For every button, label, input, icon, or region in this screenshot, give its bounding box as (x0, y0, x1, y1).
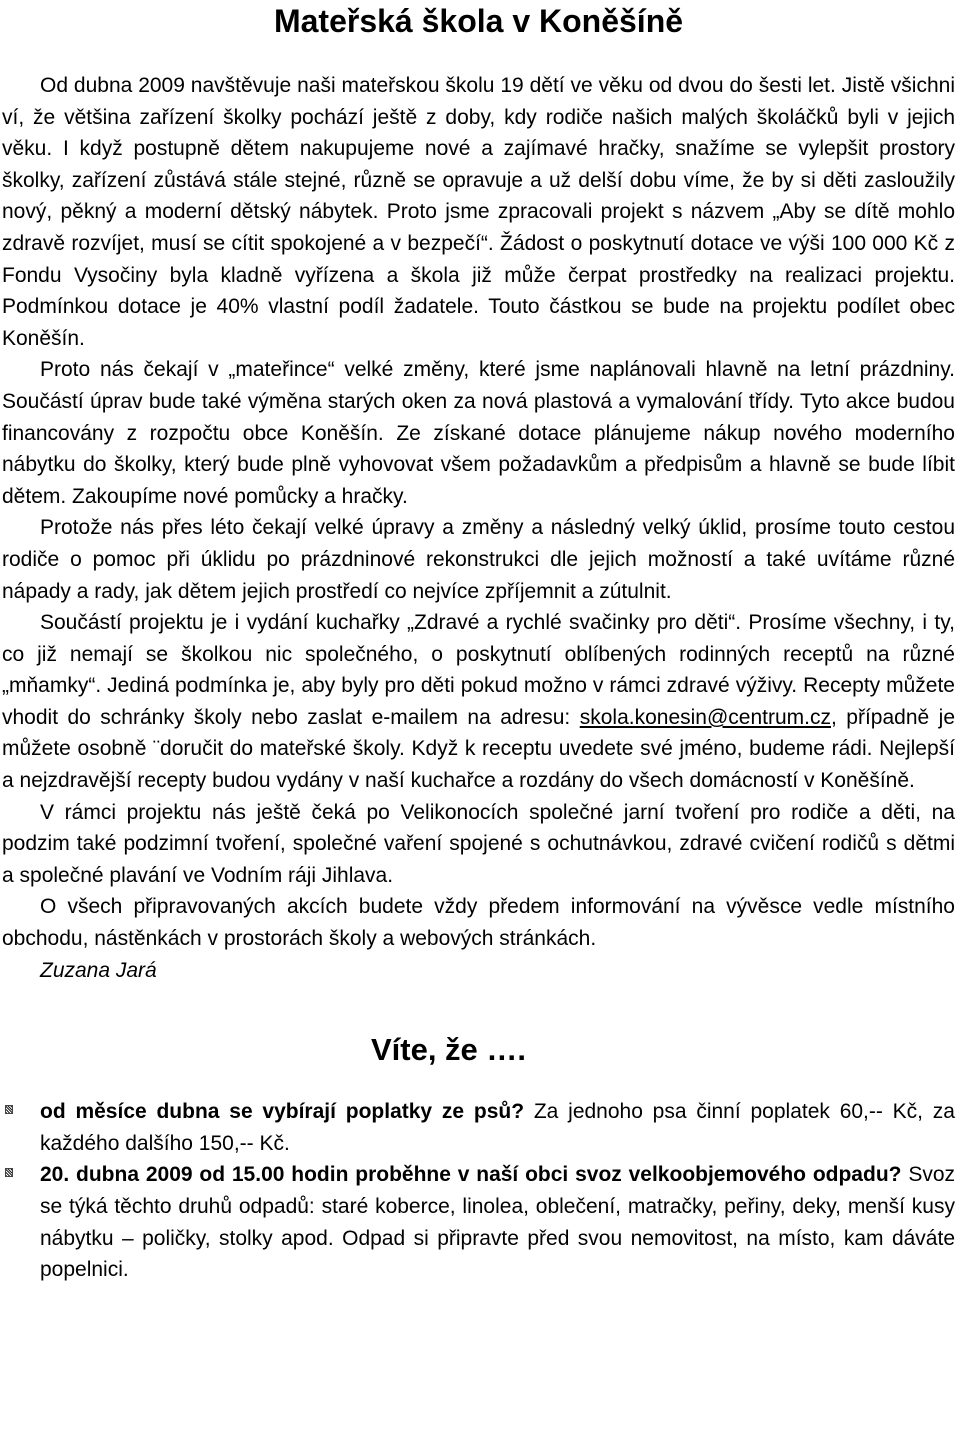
section-subtitle: Víte, že …. (370, 1032, 527, 1068)
bullet-icon (5, 1105, 13, 1114)
paragraph-text: Proto nás čekají v „mateřince“ velké změny, které jsme naplánovali hlavně na letní prázdniny. Součástí úprav bude také výměna starých oken za nová plastová a vymalování třídy. Tyto akce budou financovány z rozpočtu obce Koněšín. Ze získané dotace plánujeme nákup nového moderního nábytku do školky, který bude plně vyhovovat všem požadavkům a předpisům a hlavně se bude líbit dětem. Zakoupíme nové pomůcky a hračky. (2, 358, 955, 508)
paragraph-text: O všech připravovaných akcích budete vždy předem informování na vývěsce vedle místního obchodu, nástěnkách v prostorách školy a webových stránkách. (2, 895, 955, 951)
author-signature: Zuzana Jará (40, 958, 157, 982)
paragraph-3 (2, 512, 955, 607)
fact-answer: Za jednoho psa činní poplatek 60,-- Kč, za každého dalšího 150,-- Kč. (40, 1100, 955, 1155)
paragraph-4 (2, 607, 955, 797)
list-item (2, 1096, 955, 1159)
fact-answer: Svoz se týká těchto druhů odpadů: staré koberce, linolea, oblečení, matračky, peřiny, deky, menší kusy nábytku – poličky, stolky apod. Odpad si připravte před svou nemovitost, na místo, kam dáváte popelnici. (40, 1163, 956, 1282)
paragraph-1 (2, 70, 955, 354)
paragraph-text: Součástí projektu je i vydání kuchařky „Zdravé a rychlé svačinky pro děti“. Prosíme všechny, i ty, co již nemají se školkou nic společného, o poskytnutí oblíbených rodinných receptů na různé „mňamky“. Jediná podmínka je, aby byly pro děti pokud možno v rámci zdravé výživy. Recepty můžete vhodit do schránky školy nebo zaslat e-mailem na adresu: (2, 611, 955, 729)
bullet-icon (5, 1168, 13, 1177)
email-link[interactable]: skola.konesin@centrum.cz (579, 705, 831, 729)
fact-question: od měsíce dubna se vybírají poplatky ze psů? (40, 1100, 525, 1124)
paragraph-text: Od dubna 2009 navštěvuje naši mateřskou školu 19 dětí ve věku od dvou do šesti let. Jistě všichni ví, že většina zařízení školky pochází ještě z doby, kdy rodiče našich malých školáčků byli v jejich věku. I když postupně dětem nakupujeme nové a zajímavé hračky, snažíme se vylepšit prostory školky, zařízení zůstává stále stejné, různě se opravuje a už delší dobu víme, že by si děti zasloužily nový, pěkný a moderní dětský nábytek. Proto jsme zpracovali projekt s názvem „Aby se dítě mohlo zdravě rozvíjet, musí se cítit spokojené a v bezpečí“. Žádost o poskytnutí dotace ve výši 100 000 Kč z Fondu Vysočiny byla kladně vyřízena a škola již může čerpat prostředky na realizaci projektu. Podmínkou dotace je 40% vlastní podíl žadatele. Touto částkou se bude na projektu podílet obec Koněšín. (2, 74, 955, 350)
paragraph-2 (2, 354, 955, 512)
fact-question: 20. dubna 2009 od 15.00 hodin proběhne v naší obci svoz velkoobjemového odpadu? (40, 1163, 902, 1187)
paragraph-text: V rámci projektu nás ještě čeká po Velikonocích společné jarní tvoření pro rodiče a děti, na podzim také podzimní tvoření, společné vaření spojené s ochutnávkou, zdravé cvičení rodičů s dětmi a společné plavání ve Vodním ráji Jihlava. (2, 800, 955, 887)
facts-list (2, 1096, 955, 1286)
paragraph-text: Protože nás přes léto čekají velké úpravy a změny a následný velký úklid, prosíme touto cestou rodiče o pomoc při úklidu po prázdninové rekonstrukci dle jejich možností a také uvítáme různé nápady a rady, jak dětem jejich prostředí co nejvíce zpříjemnit a zútulnit. (2, 516, 955, 603)
paragraph-text: , případně je můžete osobně ¨doručit do mateřské školy. Když k receptu uvedete své jméno, budeme rádi. Nejlepší a nejzdravější recepty budou vydány v naší kuchařce a rozdány do všech domácností v Koněšíně. (2, 705, 955, 793)
article-body (2, 70, 955, 986)
page-title: Mateřská škola v Koněšíně (273, 3, 684, 39)
list-item (2, 1159, 955, 1285)
paragraph-5 (2, 797, 955, 892)
paragraph-6 (2, 891, 955, 954)
